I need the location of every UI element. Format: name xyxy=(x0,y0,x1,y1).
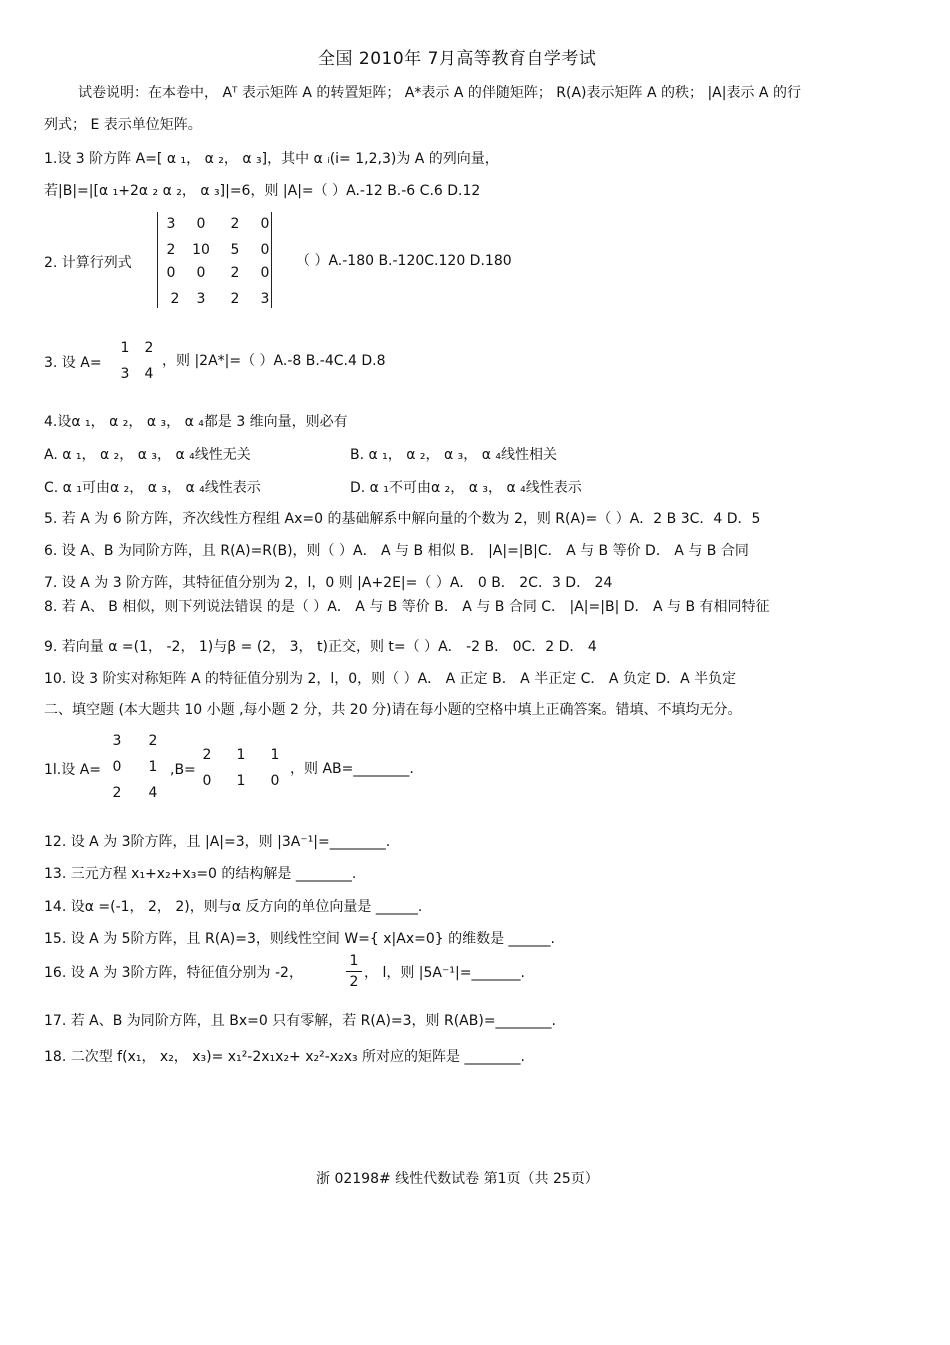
question-5: 5. 若 A 为 6 阶方阵，齐次线性方程组 Ax=0 的基础解系中解向量的个数为 2，则 R(A)=（ ）A．2 B 3C．4 D．5 xyxy=(44,511,761,527)
matrix-cell: 2 xyxy=(148,733,158,749)
question-11-matrix-a xyxy=(106,733,162,803)
matrix-cell: 5 xyxy=(230,242,240,258)
section-2-heading: 二、填空题 (本大题共 10 小题 ,每小题 2 分，共 20 分)请在每小题的空格中填上正确答案。错填、不填均无分。 xyxy=(44,702,742,718)
matrix-cell: 10 xyxy=(192,242,210,258)
question-1-line-2: 若|B|=|[α ₁+2α ₂ α ₂， α ₃]|=6，则 |A|=（ ）A.-12 B.-6 C.6 D.12 xyxy=(44,183,481,199)
question-16-head: 16. 设 A 为 3阶方阵，特征值分别为 -2， xyxy=(44,965,303,981)
question-17: 17. 若 A、B 为同阶方阵，且 Bx=0 只有零解，若 R(A)=3，则 R(AB)=________. xyxy=(44,1013,557,1029)
question-4-option-a: A. α ₁， α ₂， α ₃， α ₄线性无关 xyxy=(44,447,251,463)
matrix-cell: 1 xyxy=(148,759,158,775)
question-11-mid: ,B= xyxy=(170,762,196,778)
fraction-bar xyxy=(346,971,362,972)
question-2-label: 2. 计算行列式 xyxy=(44,255,132,271)
question-4-option-c: C. α ₁可由α ₂， α ₃， α ₄线性表示 xyxy=(44,480,261,496)
question-8: 8. 若 A、 B 相似，则下列说法错误 的是（ ）A． A 与 B 等价 B． A 与 B 合同 C． |A|=|B| D． A 与 B 有相同特征 xyxy=(44,599,770,615)
instructions-line-1: 试卷说明：在本卷中， Aᵀ 表示矩阵 A 的转置矩阵； A*表示 A 的伴随矩阵； R(A)表示矩阵 A 的秩； |A|表示 A 的行 xyxy=(78,85,801,101)
question-4-option-d: D. α ₁不可由α ₂， α ₃， α ₄线性表示 xyxy=(350,480,582,496)
matrix-cell: 2 xyxy=(202,747,212,763)
matrix-cell: 2 xyxy=(170,291,180,307)
question-2-matrix xyxy=(158,214,270,308)
question-14: 14. 设α =(-1， 2， 2)，则与α 反方向的单位向量是 ______. xyxy=(44,899,423,915)
matrix-cell: 2 xyxy=(230,265,240,281)
matrix-cell: 0 xyxy=(260,242,270,258)
matrix-cell: 4 xyxy=(144,366,154,382)
matrix-cell: 0 xyxy=(196,216,206,232)
question-11-label: 1l.设 A= xyxy=(44,762,102,778)
fraction-numerator: 1 xyxy=(349,953,359,969)
matrix-cell: 0 xyxy=(166,265,176,281)
question-3-matrix xyxy=(112,340,162,384)
page-title: 全国 2010年 7月高等教育自学考试 xyxy=(318,49,597,69)
matrix-cell: 0 xyxy=(112,759,122,775)
matrix-cell: 0 xyxy=(196,265,206,281)
question-7: 7. 设 A 为 3 阶方阵，其特征值分别为 2，l，0 则 |A+2E|=（ ）A． 0 B． 2C．3 D． 24 xyxy=(44,575,613,591)
matrix-cell: 3 xyxy=(260,291,270,307)
matrix-cell: 2 xyxy=(230,216,240,232)
matrix-cell: 3 xyxy=(120,366,130,382)
matrix-cell: 1 xyxy=(236,773,246,789)
matrix-cell: 2 xyxy=(166,242,176,258)
matrix-cell: 3 xyxy=(166,216,176,232)
fraction-denominator: 2 xyxy=(349,974,359,990)
instructions-line-2: 列式； E 表示单位矩阵。 xyxy=(44,117,202,133)
question-9: 9. 若向量 α =(1， -2， 1)与β = (2， 3， t)正交，则 t=（ ）A． -2 B． 0C．2 D． 4 xyxy=(44,639,597,655)
matrix-cell: 3 xyxy=(112,733,122,749)
question-11-matrix-b xyxy=(196,747,286,791)
matrix-cell: 0 xyxy=(260,216,270,232)
question-12: 12. 设 A 为 3阶方阵，且 |A|=3，则 |3A⁻¹|=________. xyxy=(44,834,391,850)
question-18: 18. 二次型 f(x₁， x₂， x₃)= x₁²-2x₁x₂+ x₂²-x₂x₃ 所对应的矩阵是 ________. xyxy=(44,1049,525,1065)
question-3-tail: ，则 |2A*|=（ ）A.-8 B.-4C.4 D.8 xyxy=(162,353,386,369)
question-6: 6. 设 A、B 为同阶方阵，且 R(A)=R(B)，则（ ）A． A 与 B 相似 B． |A|=|B|C． A 与 B 等价 D． A 与 B 合同 xyxy=(44,543,749,559)
question-11-tail: ，则 AB=________. xyxy=(290,761,414,777)
matrix-cell: 2 xyxy=(230,291,240,307)
question-13: 13. 三元方程 x₁+x₂+x₃=0 的结构解是 ________. xyxy=(44,866,357,882)
question-16-tail: ， l，则 |5A⁻¹|=_______. xyxy=(364,965,525,981)
page-footer: 浙 02198# 线性代数试卷 第1页（共 25页） xyxy=(316,1171,599,1187)
question-3-label: 3. 设 A= xyxy=(44,355,102,371)
question-10: 10. 设 3 阶实对称矩阵 A 的特征值分别为 2，l，0，则（ ）A． A 正定 B． A 半正定 C． A 负定 D．A 半负定 xyxy=(44,671,737,687)
matrix-cell: 0 xyxy=(202,773,212,789)
matrix-cell: 2 xyxy=(112,785,122,801)
matrix-cell: 3 xyxy=(196,291,206,307)
question-1-line-1: 1.设 3 阶方阵 A=[ α ₁， α ₂， α ₃]，其中 α ᵢ(i= 1,2,3)为 A 的列向量， xyxy=(44,151,499,167)
question-2-options: （ ）A.-180 B.-120C.120 D.180 xyxy=(296,253,512,269)
question-16-fraction xyxy=(346,952,362,991)
question-4-option-b: B. α ₁， α ₂， α ₃， α ₄线性相关 xyxy=(350,447,558,463)
question-4-stem: 4.设α ₁， α ₂， α ₃， α ₄都是 3 维向量，则必有 xyxy=(44,414,348,430)
matrix-cell: 1 xyxy=(236,747,246,763)
matrix-cell: 1 xyxy=(270,747,280,763)
matrix-cell: 1 xyxy=(120,340,130,356)
matrix-cell: 2 xyxy=(144,340,154,356)
matrix-cell: 0 xyxy=(270,773,280,789)
matrix-cell: 0 xyxy=(260,265,270,281)
question-15: 15. 设 A 为 5阶方阵，且 R(A)=3，则线性空间 W={ x|Ax=0} 的维数是 ______. xyxy=(44,931,556,947)
matrix-cell: 4 xyxy=(148,785,158,801)
